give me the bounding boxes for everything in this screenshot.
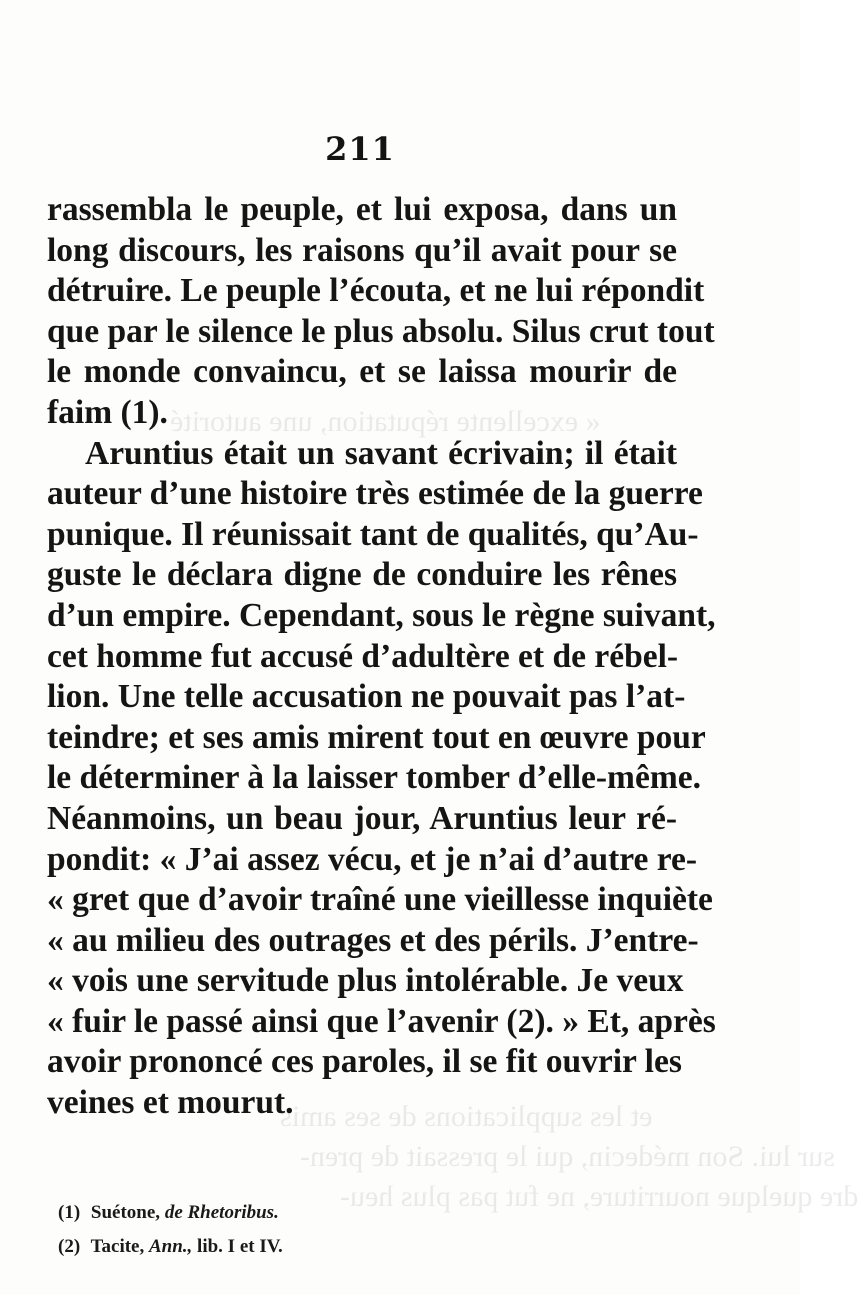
bleed-through-text: dre quelque nourriture, ne fut pas plus heu- [340, 1180, 858, 1213]
text-line: le monde convaincu, et se laissa mourir de [47, 353, 677, 391]
text-line: avoir prononcé ces paroles, il se fit ouvrir les [47, 1043, 682, 1081]
footnote-mark: (2) [58, 1236, 81, 1257]
text-line: détruire. Le peuple l’écouta, et ne lui répondit [47, 272, 705, 310]
text-line: rassembla le peuple, et lui exposa, dans un [47, 191, 677, 228]
text-line: cet homme fut accusé d’adultère et de rébel- [47, 637, 679, 675]
text-line: guste le déclara digne de conduire les rênes [47, 556, 677, 594]
footnote-title: Ann., [148, 1236, 193, 1257]
text-line: veines et mourut. [47, 1084, 294, 1122]
text-line: « au milieu des outrages et des périls. J’entre- [47, 921, 699, 959]
footnotes [58, 1196, 478, 1264]
text-line: « fuir le passé ainsi que l’avenir (2). » Et, après [47, 1002, 716, 1040]
bleed-through-text: sur lui. Son médecin, qui le pressait de pren- [300, 1140, 835, 1173]
footnote-reference: lib. I et IV. [197, 1236, 283, 1257]
bleed-through-text: « excellente réputation, une autorité [170, 405, 601, 438]
text-line: pondit: « J’ai assez vécu, et je n’ai d’autre re- [47, 840, 698, 878]
footnote-mark: (1) [58, 1202, 81, 1223]
footnote-author: Tacite, [90, 1236, 145, 1257]
body-text [47, 190, 716, 1124]
text-line: le déterminer à la laisser tomber d’elle-même. [47, 759, 701, 797]
bleed-through-text: et les supplications de ses amis [280, 1100, 653, 1133]
text-line: Néanmoins, un beau jour, Aruntius leur ré- [47, 799, 677, 837]
text-line: teindre; et ses amis mirent tout en œuvre pour [47, 718, 706, 756]
text-line: punique. Il réunissait tant de qualités, qu’Au- [47, 515, 699, 553]
footnote-author: Suétone, [90, 1202, 161, 1223]
footnote-2 [58, 1230, 478, 1264]
page-number: 211 [325, 130, 395, 168]
text-line: faim (1). [47, 393, 168, 431]
text-line: que par le silence le plus absolu. Silus crut tout [47, 312, 715, 350]
text-line: auteur d’une histoire très estimée de la guerre [47, 475, 703, 513]
text-line: d’un empire. Cependant, sous le règne suivant, [47, 596, 716, 634]
footnote-title: de Rhetoribus. [164, 1202, 279, 1223]
text-line: Aruntius était un savant écrivain; il était [85, 434, 677, 472]
text-line: « vois une servitude plus intolérable. Je veux [47, 962, 684, 1000]
text-line: lion. Une telle accusation ne pouvait pas l’at- [47, 678, 686, 716]
footnote-1 [58, 1196, 478, 1230]
text-line: « gret que d’avoir traîné une vieillesse inquiète [47, 881, 713, 919]
text-line: long discours, les raisons qu’il avait pour se [47, 231, 677, 269]
